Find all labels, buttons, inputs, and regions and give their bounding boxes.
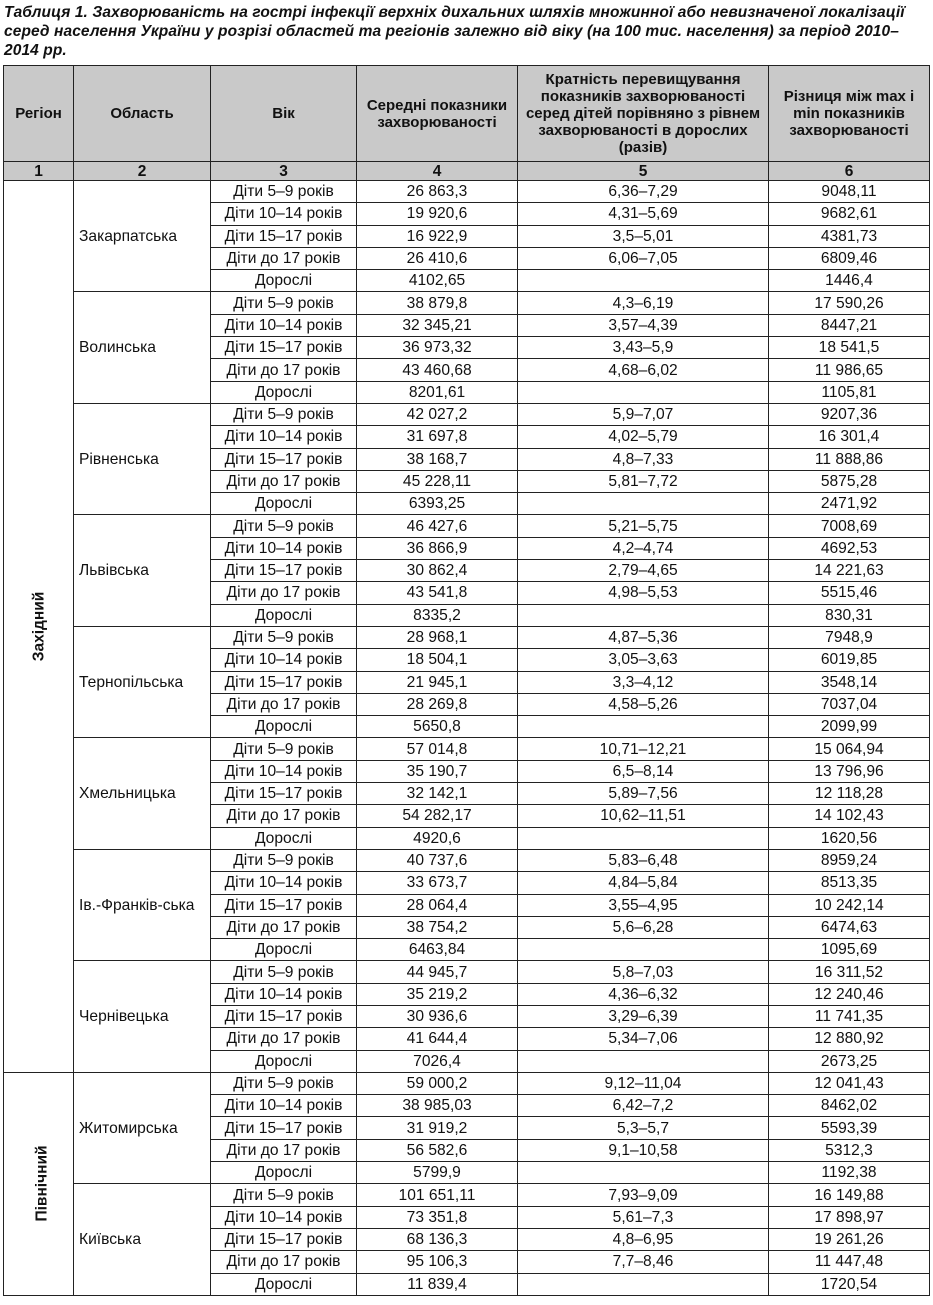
avg-cell: 57 014,8 <box>357 738 518 760</box>
table-caption: Таблиця 1. Захворюваність на гострі інфекції верхніх дихальних шляхів множинної або невизначеної локалізації серед населення України у розрізі областей та регіонів залежно від віку (на 100 тис. населення) за період 2010–2014 рр. <box>4 4 905 59</box>
avg-cell: 28 968,1 <box>357 626 518 648</box>
avg-cell: 6463,84 <box>357 939 518 961</box>
ratio-cell: 4,02–5,79 <box>518 426 769 448</box>
diff-cell: 6809,46 <box>769 247 930 269</box>
incidence-table <box>3 65 930 1296</box>
diff-cell: 830,31 <box>769 604 930 626</box>
avg-cell: 36 973,32 <box>357 337 518 359</box>
age-cell: Діти до 17 років <box>211 805 357 827</box>
ratio-cell: 5,6–6,28 <box>518 916 769 938</box>
ratio-cell <box>518 1050 769 1072</box>
diff-cell: 14 221,63 <box>769 560 930 582</box>
header-num: 6 <box>769 162 930 181</box>
table-row <box>4 515 930 537</box>
ratio-cell: 4,68–6,02 <box>518 359 769 381</box>
avg-cell: 4102,65 <box>357 270 518 292</box>
ratio-cell <box>518 716 769 738</box>
avg-cell: 38 985,03 <box>357 1095 518 1117</box>
header-num: 2 <box>74 162 211 181</box>
age-cell: Діти 10–14 років <box>211 314 357 336</box>
age-cell: Діти 15–17 років <box>211 783 357 805</box>
avg-cell: 95 106,3 <box>357 1251 518 1273</box>
age-cell: Діти 10–14 років <box>211 537 357 559</box>
avg-cell: 35 190,7 <box>357 760 518 782</box>
diff-cell: 8462,02 <box>769 1095 930 1117</box>
age-cell: Діти 15–17 років <box>211 894 357 916</box>
avg-cell: 16 922,9 <box>357 225 518 247</box>
ratio-cell <box>518 493 769 515</box>
age-cell: Діти 10–14 років <box>211 1206 357 1228</box>
avg-cell: 30 936,6 <box>357 1005 518 1027</box>
oblast-cell: Чернівецька <box>74 961 211 1072</box>
avg-cell: 11 839,4 <box>357 1273 518 1295</box>
ratio-cell: 7,7–8,46 <box>518 1251 769 1273</box>
diff-cell: 11 888,86 <box>769 448 930 470</box>
avg-cell: 68 136,3 <box>357 1228 518 1250</box>
ratio-cell <box>518 827 769 849</box>
diff-cell: 13 796,96 <box>769 760 930 782</box>
diff-cell: 5312,3 <box>769 1139 930 1161</box>
diff-cell: 1105,81 <box>769 381 930 403</box>
ratio-cell: 4,8–7,33 <box>518 448 769 470</box>
avg-cell: 18 504,1 <box>357 649 518 671</box>
avg-cell: 19 920,6 <box>357 203 518 225</box>
avg-cell: 28 064,4 <box>357 894 518 916</box>
avg-cell: 31 697,8 <box>357 426 518 448</box>
avg-cell: 42 027,2 <box>357 403 518 425</box>
diff-cell: 1192,38 <box>769 1162 930 1184</box>
age-cell: Діти 5–9 років <box>211 515 357 537</box>
diff-cell: 8513,35 <box>769 872 930 894</box>
age-cell: Дорослі <box>211 381 357 403</box>
age-cell: Діти 15–17 років <box>211 1117 357 1139</box>
diff-cell: 12 041,43 <box>769 1072 930 1094</box>
diff-cell: 7037,04 <box>769 693 930 715</box>
diff-cell: 5593,39 <box>769 1117 930 1139</box>
avg-cell: 35 219,2 <box>357 983 518 1005</box>
ratio-cell: 4,8–6,95 <box>518 1228 769 1250</box>
ratio-cell: 5,83–6,48 <box>518 849 769 871</box>
diff-cell: 17 590,26 <box>769 292 930 314</box>
ratio-cell: 3,55–4,95 <box>518 894 769 916</box>
ratio-cell: 6,5–8,14 <box>518 760 769 782</box>
age-cell: Діти до 17 років <box>211 582 357 604</box>
ratio-cell: 6,42–7,2 <box>518 1095 769 1117</box>
table-row <box>4 961 930 983</box>
table-row <box>4 403 930 425</box>
age-cell: Діти до 17 років <box>211 916 357 938</box>
diff-cell: 12 118,28 <box>769 783 930 805</box>
table-row <box>4 626 930 648</box>
avg-cell: 30 862,4 <box>357 560 518 582</box>
diff-cell: 7948,9 <box>769 626 930 648</box>
avg-cell: 41 644,4 <box>357 1028 518 1050</box>
age-cell: Діти 15–17 років <box>211 337 357 359</box>
diff-cell: 8959,24 <box>769 849 930 871</box>
header-num: 1 <box>4 162 74 181</box>
age-cell: Діти 5–9 років <box>211 849 357 871</box>
age-cell: Діти 10–14 років <box>211 203 357 225</box>
age-cell: Дорослі <box>211 1050 357 1072</box>
diff-cell: 16 149,88 <box>769 1184 930 1206</box>
avg-cell: 43 460,68 <box>357 359 518 381</box>
avg-cell: 59 000,2 <box>357 1072 518 1094</box>
oblast-cell: Волинська <box>74 292 211 403</box>
age-cell: Діти 15–17 років <box>211 560 357 582</box>
age-cell: Діти 10–14 років <box>211 872 357 894</box>
diff-cell: 18 541,5 <box>769 337 930 359</box>
diff-cell: 16 311,52 <box>769 961 930 983</box>
avg-cell: 6393,25 <box>357 493 518 515</box>
avg-cell: 21 945,1 <box>357 671 518 693</box>
age-cell: Дорослі <box>211 270 357 292</box>
ratio-cell <box>518 604 769 626</box>
ratio-cell: 5,81–7,72 <box>518 470 769 492</box>
diff-cell: 17 898,97 <box>769 1206 930 1228</box>
avg-cell: 38 754,2 <box>357 916 518 938</box>
age-cell: Діти 5–9 років <box>211 1072 357 1094</box>
diff-cell: 9682,61 <box>769 203 930 225</box>
ratio-cell: 9,12–11,04 <box>518 1072 769 1094</box>
age-cell: Діти до 17 років <box>211 1028 357 1050</box>
age-cell: Діти 5–9 років <box>211 626 357 648</box>
avg-cell: 5650,8 <box>357 716 518 738</box>
header-diff: Різниця між max і min показників захворюваності <box>769 66 930 162</box>
age-cell: Дорослі <box>211 1273 357 1295</box>
avg-cell: 31 919,2 <box>357 1117 518 1139</box>
age-cell: Дорослі <box>211 1162 357 1184</box>
age-cell: Діти до 17 років <box>211 247 357 269</box>
avg-cell: 8201,61 <box>357 381 518 403</box>
ratio-cell: 4,98–5,53 <box>518 582 769 604</box>
ratio-cell: 10,71–12,21 <box>518 738 769 760</box>
diff-cell: 6019,85 <box>769 649 930 671</box>
table-row <box>4 1184 930 1206</box>
age-cell: Діти 5–9 років <box>211 738 357 760</box>
header-ratio: Кратність перевищування показників захворюваності серед дітей порівняно з рівнем захворюваності в дорослих (разів) <box>518 66 769 162</box>
age-cell: Діти 10–14 років <box>211 649 357 671</box>
ratio-cell: 3,3–4,12 <box>518 671 769 693</box>
age-cell: Діти до 17 років <box>211 1251 357 1273</box>
ratio-cell: 3,05–3,63 <box>518 649 769 671</box>
ratio-cell: 6,06–7,05 <box>518 247 769 269</box>
ratio-cell: 4,31–5,69 <box>518 203 769 225</box>
ratio-cell <box>518 270 769 292</box>
header-region: Регіон <box>4 66 74 162</box>
age-cell: Дорослі <box>211 493 357 515</box>
age-cell: Діти до 17 років <box>211 470 357 492</box>
avg-cell: 26 863,3 <box>357 181 518 203</box>
age-cell: Діти 10–14 років <box>211 983 357 1005</box>
age-cell: Діти 5–9 років <box>211 1184 357 1206</box>
diff-cell: 1095,69 <box>769 939 930 961</box>
oblast-cell: Закарпатська <box>74 181 211 292</box>
ratio-cell: 4,3–6,19 <box>518 292 769 314</box>
diff-cell: 2471,92 <box>769 493 930 515</box>
ratio-cell: 7,93–9,09 <box>518 1184 769 1206</box>
age-cell: Діти 15–17 років <box>211 671 357 693</box>
ratio-cell: 4,36–6,32 <box>518 983 769 1005</box>
diff-cell: 9048,11 <box>769 181 930 203</box>
table-row <box>4 738 930 760</box>
avg-cell: 54 282,17 <box>357 805 518 827</box>
diff-cell: 12 880,92 <box>769 1028 930 1050</box>
age-cell: Діти 10–14 років <box>211 1095 357 1117</box>
ratio-cell: 5,3–5,7 <box>518 1117 769 1139</box>
avg-cell: 32 345,21 <box>357 314 518 336</box>
age-cell: Діти 15–17 років <box>211 1005 357 1027</box>
diff-cell: 3548,14 <box>769 671 930 693</box>
oblast-cell: Львівська <box>74 515 211 626</box>
avg-cell: 26 410,6 <box>357 247 518 269</box>
oblast-cell: Житомирська <box>74 1072 211 1183</box>
avg-cell: 73 351,8 <box>357 1206 518 1228</box>
ratio-cell: 4,84–5,84 <box>518 872 769 894</box>
age-cell: Діти до 17 років <box>211 359 357 381</box>
ratio-cell: 5,34–7,06 <box>518 1028 769 1050</box>
diff-cell: 10 242,14 <box>769 894 930 916</box>
header-num: 4 <box>357 162 518 181</box>
avg-cell: 4920,6 <box>357 827 518 849</box>
age-cell: Діти 10–14 років <box>211 426 357 448</box>
age-cell: Діти 10–14 років <box>211 760 357 782</box>
avg-cell: 7026,4 <box>357 1050 518 1072</box>
region-cell <box>4 1072 74 1295</box>
diff-cell: 19 261,26 <box>769 1228 930 1250</box>
region-label: Північний <box>33 1145 51 1222</box>
avg-cell: 5799,9 <box>357 1162 518 1184</box>
age-cell: Дорослі <box>211 827 357 849</box>
diff-cell: 2673,25 <box>769 1050 930 1072</box>
avg-cell: 38 168,7 <box>357 448 518 470</box>
header-num: 5 <box>518 162 769 181</box>
oblast-cell: Хмельницька <box>74 738 211 849</box>
ratio-cell: 4,58–5,26 <box>518 693 769 715</box>
avg-cell: 43 541,8 <box>357 582 518 604</box>
header-age: Вік <box>211 66 357 162</box>
diff-cell: 1446,4 <box>769 270 930 292</box>
age-cell: Діти до 17 років <box>211 693 357 715</box>
ratio-cell: 4,87–5,36 <box>518 626 769 648</box>
table-row <box>4 292 930 314</box>
ratio-cell: 4,2–4,74 <box>518 537 769 559</box>
oblast-cell: Ів.-Франків-ська <box>74 849 211 960</box>
header-avg: Середні показники захворюваності <box>357 66 518 162</box>
ratio-cell: 2,79–4,65 <box>518 560 769 582</box>
age-cell: Діти до 17 років <box>211 1139 357 1161</box>
diff-cell: 1620,56 <box>769 827 930 849</box>
ratio-cell: 9,1–10,58 <box>518 1139 769 1161</box>
ratio-cell <box>518 381 769 403</box>
age-cell: Діти 15–17 років <box>211 225 357 247</box>
age-cell: Дорослі <box>211 716 357 738</box>
age-cell: Діти 5–9 років <box>211 961 357 983</box>
age-cell: Діти 5–9 років <box>211 403 357 425</box>
avg-cell: 101 651,11 <box>357 1184 518 1206</box>
age-cell: Дорослі <box>211 939 357 961</box>
ratio-cell: 3,5–5,01 <box>518 225 769 247</box>
age-cell: Дорослі <box>211 604 357 626</box>
avg-cell: 40 737,6 <box>357 849 518 871</box>
age-cell: Діти 15–17 років <box>211 1228 357 1250</box>
avg-cell: 32 142,1 <box>357 783 518 805</box>
diff-cell: 6474,63 <box>769 916 930 938</box>
diff-cell: 14 102,43 <box>769 805 930 827</box>
diff-cell: 4381,73 <box>769 225 930 247</box>
table-row <box>4 1072 930 1094</box>
ratio-cell: 5,21–5,75 <box>518 515 769 537</box>
ratio-cell <box>518 1162 769 1184</box>
avg-cell: 33 673,7 <box>357 872 518 894</box>
header-oblast: Область <box>74 66 211 162</box>
avg-cell: 44 945,7 <box>357 961 518 983</box>
avg-cell: 28 269,8 <box>357 693 518 715</box>
ratio-cell: 5,89–7,56 <box>518 783 769 805</box>
ratio-cell <box>518 939 769 961</box>
ratio-cell: 5,61–7,3 <box>518 1206 769 1228</box>
region-cell <box>4 181 74 1073</box>
diff-cell: 11 741,35 <box>769 1005 930 1027</box>
avg-cell: 36 866,9 <box>357 537 518 559</box>
diff-cell: 5875,28 <box>769 470 930 492</box>
table-row <box>4 181 930 203</box>
avg-cell: 38 879,8 <box>357 292 518 314</box>
avg-cell: 56 582,6 <box>357 1139 518 1161</box>
table-row <box>4 849 930 871</box>
ratio-cell <box>518 1273 769 1295</box>
avg-cell: 8335,2 <box>357 604 518 626</box>
age-cell: Діти 5–9 років <box>211 181 357 203</box>
avg-cell: 45 228,11 <box>357 470 518 492</box>
age-cell: Діти 15–17 років <box>211 448 357 470</box>
oblast-cell: Тернопільська <box>74 626 211 737</box>
ratio-cell: 3,43–5,9 <box>518 337 769 359</box>
age-cell: Діти 5–9 років <box>211 292 357 314</box>
table-body <box>4 181 930 1296</box>
diff-cell: 11 986,65 <box>769 359 930 381</box>
diff-cell: 4692,53 <box>769 537 930 559</box>
diff-cell: 16 301,4 <box>769 426 930 448</box>
diff-cell: 11 447,48 <box>769 1251 930 1273</box>
diff-cell: 9207,36 <box>769 403 930 425</box>
avg-cell: 46 427,6 <box>357 515 518 537</box>
ratio-cell: 5,9–7,07 <box>518 403 769 425</box>
diff-cell: 7008,69 <box>769 515 930 537</box>
oblast-cell: Рівненська <box>74 403 211 514</box>
ratio-cell: 10,62–11,51 <box>518 805 769 827</box>
diff-cell: 8447,21 <box>769 314 930 336</box>
oblast-cell: Київська <box>74 1184 211 1295</box>
region-label: Західний <box>30 591 48 662</box>
diff-cell: 12 240,46 <box>769 983 930 1005</box>
diff-cell: 1720,54 <box>769 1273 930 1295</box>
ratio-cell: 3,57–4,39 <box>518 314 769 336</box>
diff-cell: 2099,99 <box>769 716 930 738</box>
ratio-cell: 6,36–7,29 <box>518 181 769 203</box>
ratio-cell: 3,29–6,39 <box>518 1005 769 1027</box>
header-num: 3 <box>211 162 357 181</box>
diff-cell: 5515,46 <box>769 582 930 604</box>
ratio-cell: 5,8–7,03 <box>518 961 769 983</box>
diff-cell: 15 064,94 <box>769 738 930 760</box>
